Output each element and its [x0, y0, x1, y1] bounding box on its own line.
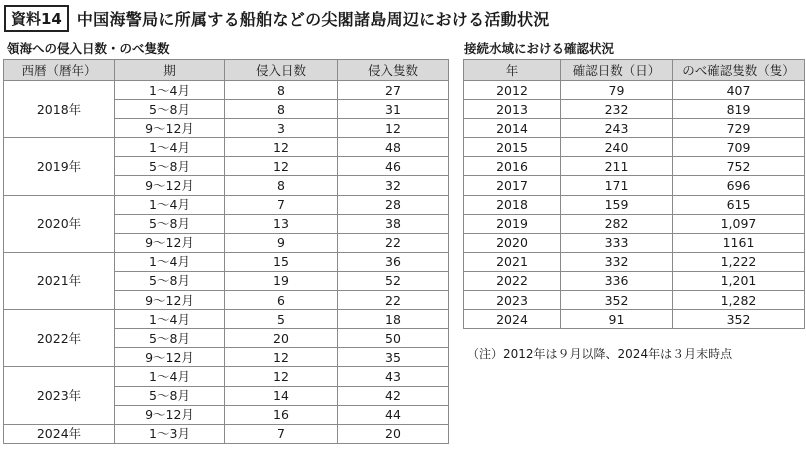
period-cell: 9～12月	[115, 176, 225, 195]
intrusion-days-cell: 6	[225, 291, 338, 310]
period-cell: 5～8月	[115, 329, 225, 348]
confirmed-ships-cell: 1,201	[673, 271, 805, 290]
year-cell: 2021	[464, 252, 561, 271]
intrusion-days-cell: 12	[225, 138, 338, 157]
column-header-intrusion-days: 侵入日数	[225, 60, 338, 81]
confirmed-ships-cell: 729	[673, 119, 805, 138]
year-cell: 2024	[464, 310, 561, 329]
intrusion-ships-cell: 36	[338, 252, 449, 271]
intrusion-ships-cell: 32	[338, 176, 449, 195]
year-cell: 2020	[464, 233, 561, 252]
confirmed-days-cell: 336	[561, 271, 673, 290]
confirmed-days-cell: 211	[561, 157, 673, 176]
confirmed-days-cell: 159	[561, 195, 673, 214]
year-cell: 2018	[464, 195, 561, 214]
confirmed-days-cell: 243	[561, 119, 673, 138]
intrusion-days-cell: 16	[225, 405, 338, 424]
intrusion-days-cell: 12	[225, 367, 338, 386]
intrusion-ships-cell: 48	[338, 138, 449, 157]
period-cell: 9～12月	[115, 348, 225, 367]
table-row	[464, 252, 805, 271]
intrusion-ships-cell: 31	[338, 100, 449, 119]
period-cell: 1～4月	[115, 195, 225, 214]
table-row	[464, 81, 805, 100]
intrusion-days-cell: 19	[225, 271, 338, 290]
confirmed-ships-cell: 752	[673, 157, 805, 176]
year-cell: 2014	[464, 119, 561, 138]
contiguous-zone-table	[463, 59, 805, 329]
intrusion-ships-cell: 44	[338, 405, 449, 424]
intrusion-table	[3, 59, 449, 444]
intrusion-days-cell: 13	[225, 214, 338, 233]
intrusion-ships-cell: 52	[338, 271, 449, 290]
table-row	[464, 310, 805, 329]
period-cell: 1～4月	[115, 367, 225, 386]
intrusion-days-cell: 8	[225, 100, 338, 119]
confirmed-days-cell: 79	[561, 81, 673, 100]
year-cell: 2024年	[4, 424, 115, 443]
period-cell: 5～8月	[115, 214, 225, 233]
year-cell: 2018年	[4, 81, 115, 138]
intrusion-ships-cell: 27	[338, 81, 449, 100]
confirmed-days-cell: 91	[561, 310, 673, 329]
intrusion-days-cell: 20	[225, 329, 338, 348]
period-cell: 9～12月	[115, 119, 225, 138]
table-row	[4, 138, 449, 157]
intrusion-table-header-row	[4, 60, 449, 81]
intrusion-table-body	[4, 81, 449, 444]
confirmed-ships-cell: 352	[673, 310, 805, 329]
intrusion-days-cell: 8	[225, 176, 338, 195]
year-cell: 2021年	[4, 252, 115, 309]
intrusion-days-cell: 12	[225, 348, 338, 367]
column-header-intrusion-ships: 侵入隻数	[338, 60, 449, 81]
intrusion-ships-cell: 28	[338, 195, 449, 214]
confirmed-days-cell: 171	[561, 176, 673, 195]
period-cell: 1～4月	[115, 81, 225, 100]
year-cell: 2022	[464, 271, 561, 290]
intrusion-ships-cell: 20	[338, 424, 449, 443]
column-header-confirmed-ships: のべ確認隻数（隻）	[673, 60, 805, 81]
period-cell: 9～12月	[115, 291, 225, 310]
confirmed-ships-cell: 1161	[673, 233, 805, 252]
year-cell: 2019	[464, 214, 561, 233]
year-cell: 2023年	[4, 367, 115, 424]
confirmed-ships-cell: 615	[673, 195, 805, 214]
confirmed-days-cell: 352	[561, 291, 673, 310]
intrusion-days-cell: 9	[225, 233, 338, 252]
year-cell: 2020年	[4, 195, 115, 252]
contiguous-zone-table-body	[464, 81, 805, 329]
confirmed-ships-cell: 1,282	[673, 291, 805, 310]
table-row	[464, 176, 805, 195]
confirmed-days-cell: 282	[561, 214, 673, 233]
intrusion-ships-cell: 35	[338, 348, 449, 367]
confirmed-ships-cell: 696	[673, 176, 805, 195]
intrusion-days-cell: 3	[225, 119, 338, 138]
year-cell: 2023	[464, 291, 561, 310]
year-cell: 2022年	[4, 310, 115, 367]
confirmed-ships-cell: 407	[673, 81, 805, 100]
period-cell: 5～8月	[115, 100, 225, 119]
intrusion-days-cell: 7	[225, 424, 338, 443]
confirmed-ships-cell: 819	[673, 100, 805, 119]
intrusion-ships-cell: 22	[338, 291, 449, 310]
intrusion-days-cell: 15	[225, 252, 338, 271]
period-cell: 1～4月	[115, 252, 225, 271]
intrusion-ships-cell: 12	[338, 119, 449, 138]
table-row	[464, 291, 805, 310]
table-row	[464, 214, 805, 233]
table-row	[464, 195, 805, 214]
table-row	[4, 424, 449, 443]
intrusion-ships-cell: 38	[338, 214, 449, 233]
table-row	[464, 271, 805, 290]
confirmed-ships-cell: 709	[673, 138, 805, 157]
table-row	[464, 100, 805, 119]
intrusion-days-cell: 7	[225, 195, 338, 214]
column-header-confirmed-days: 確認日数（日）	[561, 60, 673, 81]
column-header-year: 年	[464, 60, 561, 81]
document-label: 資料14	[4, 5, 69, 32]
intrusion-ships-cell: 43	[338, 367, 449, 386]
period-cell: 1～4月	[115, 138, 225, 157]
intrusion-ships-cell: 18	[338, 310, 449, 329]
year-cell: 2013	[464, 100, 561, 119]
intrusion-days-cell: 12	[225, 157, 338, 176]
period-cell: 5～8月	[115, 157, 225, 176]
intrusion-ships-cell: 42	[338, 386, 449, 405]
year-cell: 2019年	[4, 138, 115, 195]
column-header-period: 期	[115, 60, 225, 81]
contiguous-zone-table-header-row	[464, 60, 805, 81]
intrusion-ships-cell: 50	[338, 329, 449, 348]
period-cell: 5～8月	[115, 271, 225, 290]
table-row	[4, 81, 449, 100]
table-row	[4, 252, 449, 271]
intrusion-table-subtitle: 領海への侵入日数・のべ隻数	[7, 41, 170, 56]
table-row	[4, 367, 449, 386]
confirmed-days-cell: 232	[561, 100, 673, 119]
period-cell: 9～12月	[115, 405, 225, 424]
table-row	[464, 119, 805, 138]
intrusion-days-cell: 14	[225, 386, 338, 405]
confirmed-days-cell: 332	[561, 252, 673, 271]
column-header-year: 西暦（暦年）	[4, 60, 115, 81]
confirmed-ships-cell: 1,222	[673, 252, 805, 271]
period-cell: 9～12月	[115, 233, 225, 252]
contiguous-zone-table-subtitle: 接続水域における確認状況	[464, 41, 615, 56]
year-cell: 2015	[464, 138, 561, 157]
intrusion-ships-cell: 22	[338, 233, 449, 252]
footnote: （注）2012年は９月以降、2024年は３月末時点	[467, 347, 733, 361]
intrusion-days-cell: 5	[225, 310, 338, 329]
period-cell: 5～8月	[115, 386, 225, 405]
intrusion-days-cell: 8	[225, 81, 338, 100]
confirmed-days-cell: 333	[561, 233, 673, 252]
table-row	[4, 310, 449, 329]
intrusion-ships-cell: 46	[338, 157, 449, 176]
confirmed-days-cell: 240	[561, 138, 673, 157]
table-row	[464, 138, 805, 157]
year-cell: 2012	[464, 81, 561, 100]
confirmed-ships-cell: 1,097	[673, 214, 805, 233]
title-row	[4, 3, 550, 33]
table-row	[4, 195, 449, 214]
table-row	[464, 157, 805, 176]
table-row	[464, 233, 805, 252]
document-title: 中国海警局に所属する船舶などの尖閣諸島周辺における活動状況	[76, 9, 550, 29]
period-cell: 1～3月	[115, 424, 225, 443]
year-cell: 2017	[464, 176, 561, 195]
year-cell: 2016	[464, 157, 561, 176]
period-cell: 1～4月	[115, 310, 225, 329]
